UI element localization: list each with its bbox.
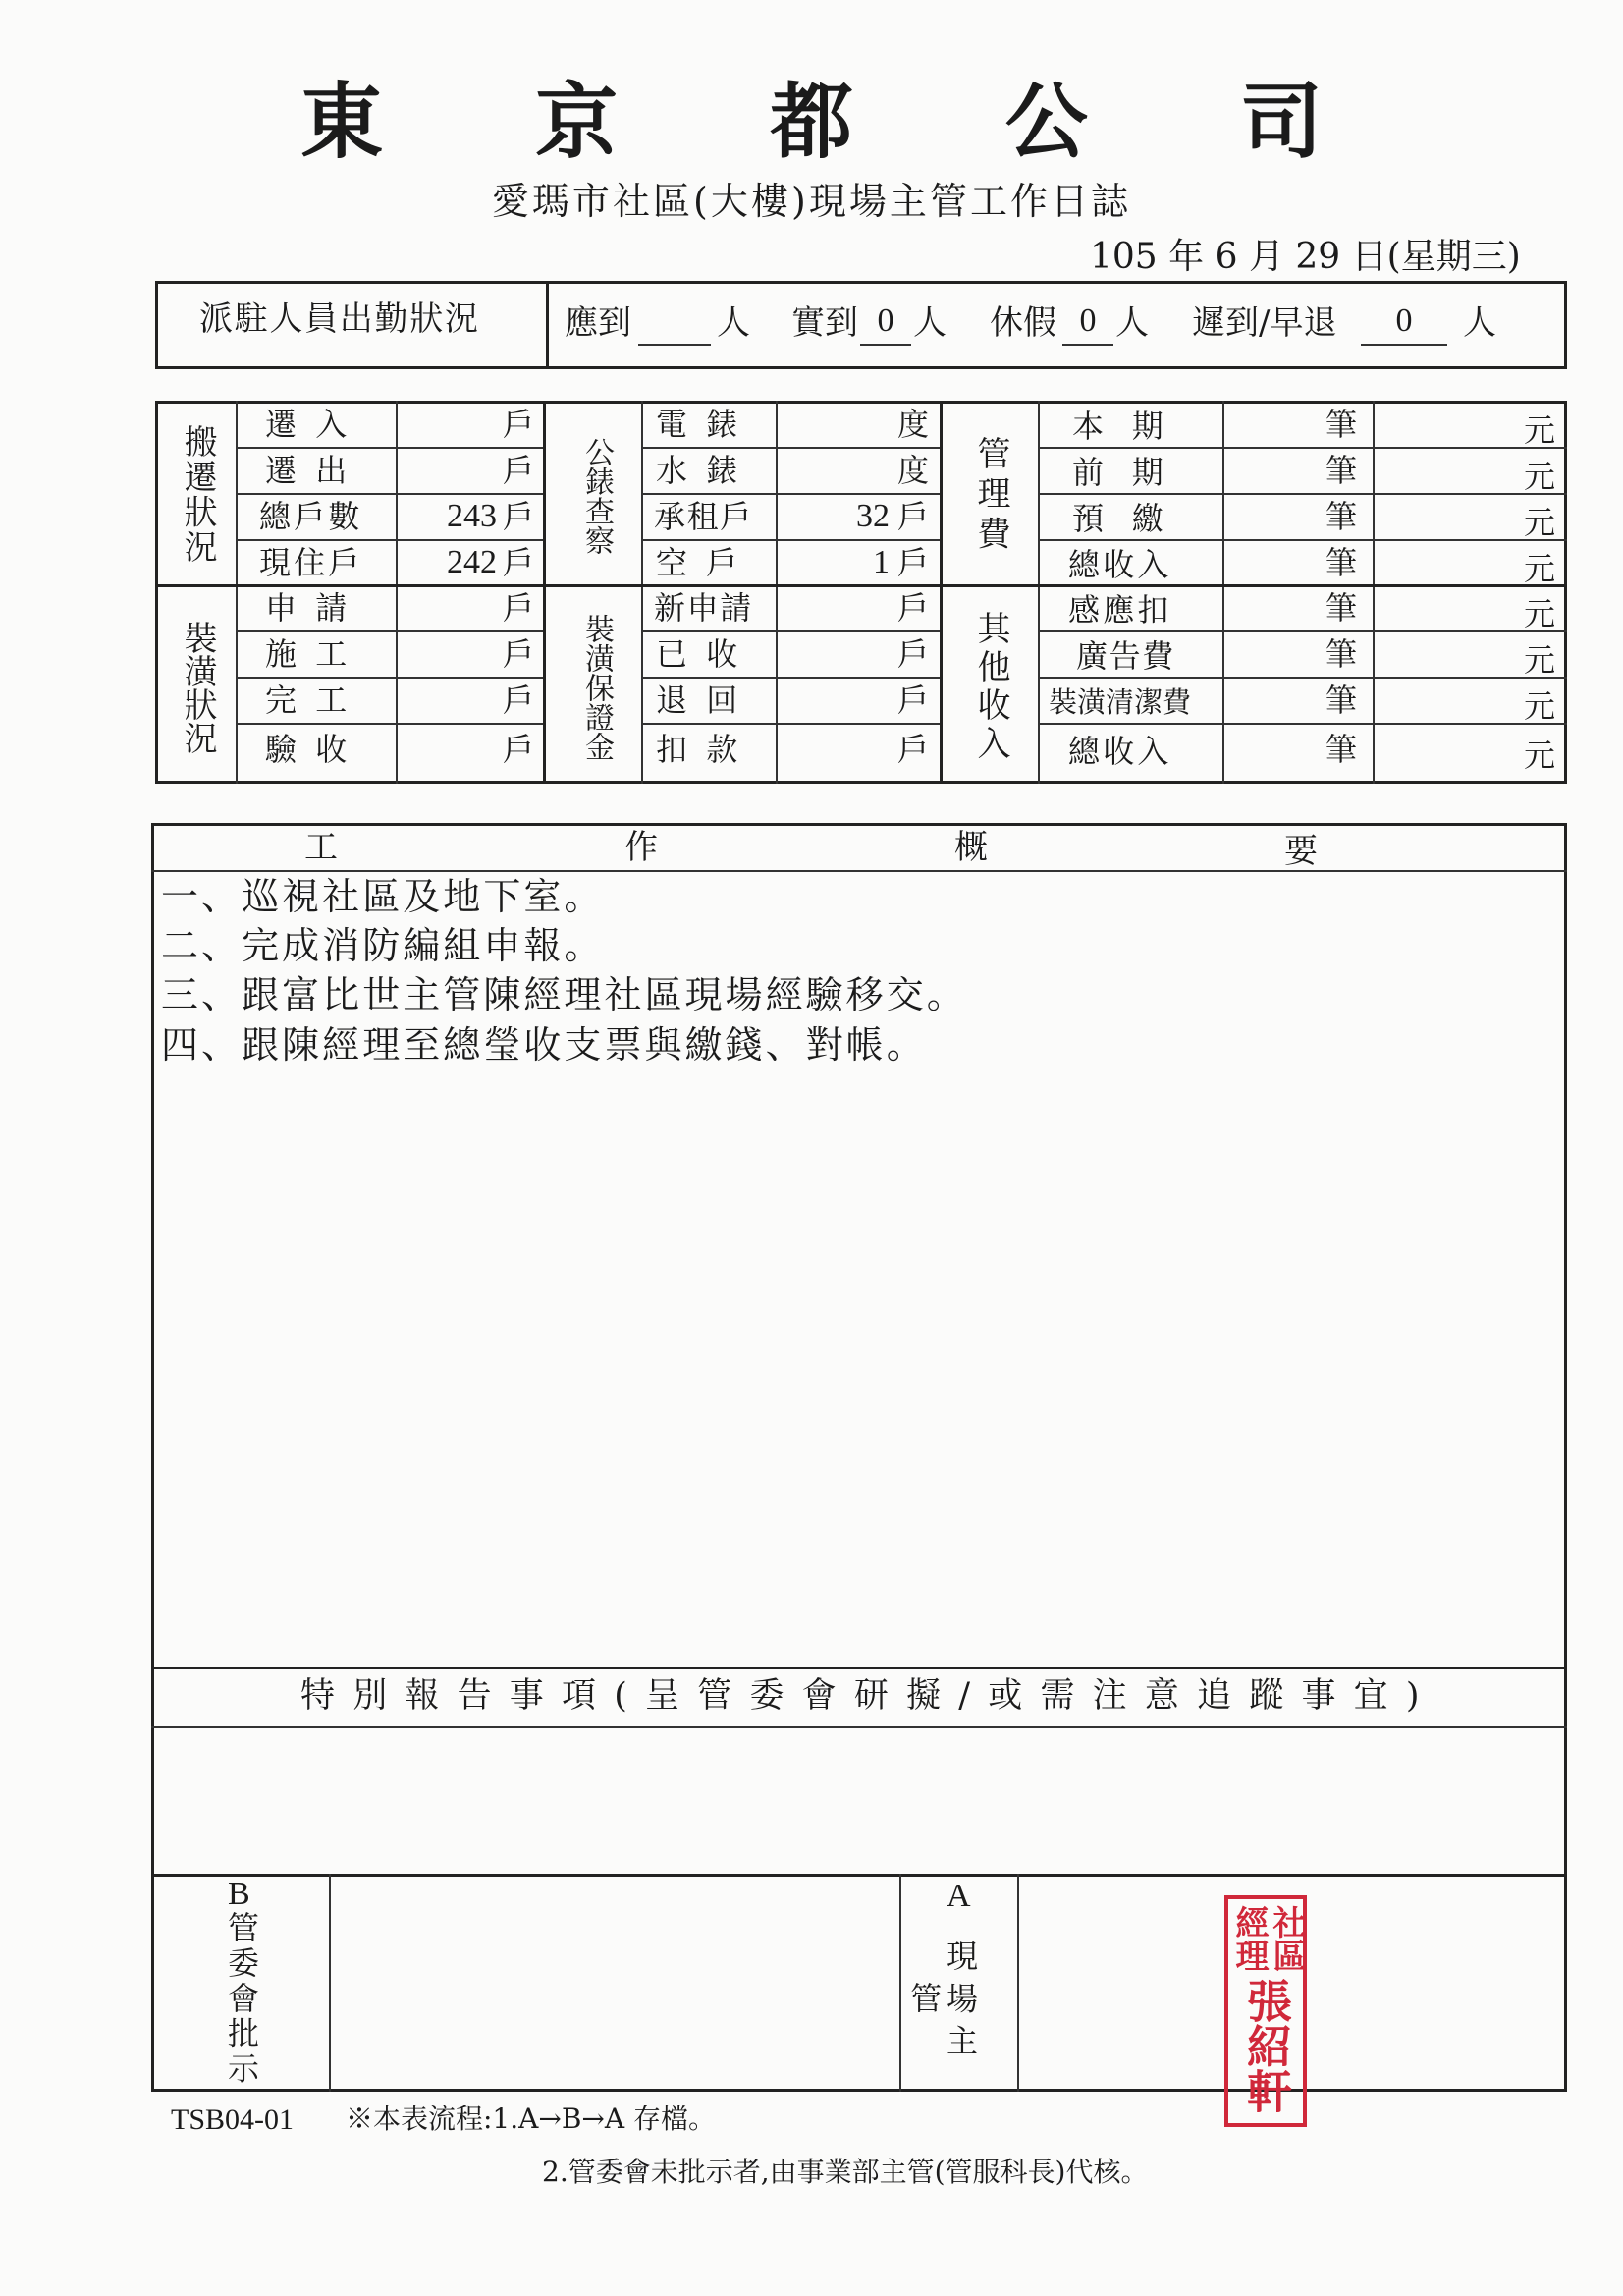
- deposit-unit: 戶: [897, 635, 930, 673]
- work-item: 一、巡視社區及地下室。: [161, 875, 605, 918]
- approval-a-label: 現場主管: [905, 1940, 979, 2067]
- mgmt-fee-amount-unit: 元: [1524, 550, 1556, 587]
- renovation-label: 施工: [265, 635, 366, 673]
- form-subtitle: 愛瑪市社區(大樓)現場主管工作日誌: [491, 180, 1132, 223]
- mgmt-fee-amount-unit: 元: [1524, 458, 1556, 495]
- renovation-unit: 戶: [503, 731, 535, 768]
- other-income-count-unit: 筆: [1325, 635, 1358, 673]
- other-income-amount-unit: 元: [1524, 641, 1556, 679]
- form-date: 105 年 6 月 29 日(星期三): [1090, 237, 1521, 277]
- meter-label: 承租戶: [654, 498, 753, 535]
- special-report-area[interactable]: [154, 1729, 1564, 1871]
- deposit-label: 已收: [656, 635, 757, 673]
- section-renovation: 裝潢狀況: [178, 621, 217, 754]
- work-summary-header: 概: [954, 828, 988, 867]
- late-value[interactable]: 0: [1395, 302, 1413, 339]
- renovation-label: 申請: [265, 589, 366, 627]
- mgmt-fee-label: 本期: [1072, 408, 1192, 445]
- deposit-unit: 戶: [897, 682, 930, 719]
- actual-value[interactable]: 0: [877, 302, 894, 339]
- renovation-unit: 戶: [503, 589, 535, 627]
- moving-unit: 戶: [503, 452, 535, 489]
- section-mgmt-fee: 管理費: [971, 435, 1010, 557]
- mgmt-fee-count-unit: 筆: [1325, 498, 1358, 535]
- moving-unit: 戶: [503, 406, 535, 443]
- moving-label: 總戶數: [259, 498, 363, 535]
- renovation-label: 驗收: [265, 731, 366, 768]
- seal-text: 經理: [1229, 1905, 1269, 1972]
- leave-value[interactable]: 0: [1079, 302, 1097, 339]
- company-title: 東 京 都 公 司: [300, 73, 1384, 170]
- work-item: 四、跟陳經理至總瑩收支票與繳錢、對帳。: [161, 1023, 927, 1066]
- approval-b-area[interactable]: [332, 1877, 897, 2089]
- footer-note: 2.管委會未批示者,由事業部主管(管服科長)代核。: [542, 2156, 1149, 2188]
- work-summary-header: 要: [1284, 832, 1318, 871]
- other-income-count-unit: 筆: [1325, 682, 1358, 719]
- approval-b-letter: B: [228, 1876, 250, 1912]
- late-unit: 人: [1463, 303, 1496, 343]
- deposit-label: 退回: [656, 682, 757, 719]
- other-income-label: 總收入: [1068, 733, 1172, 770]
- meter-label: 水錶: [656, 452, 757, 489]
- section-moving: 搬遷狀況: [178, 423, 217, 565]
- moving-label: 遷入: [265, 406, 366, 443]
- meter-unit: 戶: [897, 498, 930, 535]
- meter-label: 電錶: [656, 406, 757, 443]
- approval-b-label: 管委會批示: [223, 1911, 260, 2088]
- meter-value[interactable]: 32: [856, 498, 890, 534]
- renovation-label: 完工: [265, 682, 366, 719]
- moving-unit: 戶: [503, 498, 535, 535]
- other-income-amount-unit: 元: [1524, 737, 1556, 774]
- attendance-label: 派駐人員出勤狀況: [199, 300, 480, 339]
- work-item: 二、完成消防編組申報。: [161, 924, 605, 967]
- work-item: 三、跟富比世主管陳經理社區現場經驗移交。: [161, 973, 967, 1016]
- meter-label: 空戶: [656, 544, 757, 581]
- deposit-label: 新申請: [654, 589, 753, 627]
- meter-value[interactable]: 1: [873, 544, 890, 580]
- form-code: TSB04-01: [171, 2104, 295, 2136]
- work-summary-header: 作: [624, 828, 658, 867]
- actual-label: 實到: [791, 303, 858, 343]
- mgmt-fee-count-unit: 筆: [1325, 544, 1358, 581]
- moving-label: 遷出: [265, 452, 366, 489]
- leave-unit: 人: [1115, 303, 1149, 343]
- special-report-title: 特別報告事項(呈管委會研擬/或需注意追蹤事宜): [300, 1676, 1437, 1716]
- section-deposit: 裝潢保證金: [579, 614, 614, 761]
- mgmt-fee-label: 總收入: [1068, 546, 1172, 583]
- footer-note: ※本表流程:1.A→B→A 存檔。: [346, 2103, 716, 2135]
- mgmt-fee-count-unit: 筆: [1325, 406, 1358, 443]
- section-other-income: 其他收入: [971, 610, 1010, 765]
- other-income-count-unit: 筆: [1325, 731, 1358, 768]
- manager-seal-stamp: [1224, 1895, 1307, 2127]
- late-label: 遲到/早退: [1192, 303, 1337, 343]
- renovation-unit: 戶: [503, 635, 535, 673]
- other-income-label: 裝潢清潔費: [1049, 685, 1192, 719]
- meter-unit: 戶: [897, 544, 930, 581]
- moving-label: 現住戶: [259, 544, 363, 581]
- section-meter: 公錶查察: [579, 437, 614, 555]
- moving-value[interactable]: 243: [447, 498, 497, 534]
- other-income-amount-unit: 元: [1524, 595, 1556, 632]
- meter-unit: 度: [897, 452, 930, 489]
- other-income-label: 廣告費: [1076, 637, 1175, 675]
- expected-unit: 人: [717, 303, 750, 343]
- seal-text: 社區: [1267, 1905, 1306, 1972]
- actual-unit: 人: [913, 303, 947, 343]
- moving-unit: 戶: [503, 544, 535, 581]
- mgmt-fee-amount-unit: 元: [1524, 504, 1556, 541]
- mgmt-fee-label: 前期: [1072, 454, 1192, 491]
- moving-value[interactable]: 242: [447, 544, 497, 580]
- mgmt-fee-label: 預繳: [1072, 500, 1192, 537]
- deposit-label: 扣款: [656, 731, 757, 768]
- leave-label: 休假: [990, 303, 1056, 343]
- mgmt-fee-amount-unit: 元: [1524, 411, 1556, 449]
- other-income-label: 感應扣: [1068, 591, 1172, 629]
- renovation-unit: 戶: [503, 682, 535, 719]
- seal-text: 張紹軒: [1240, 1978, 1293, 2113]
- deposit-unit: 戶: [897, 589, 930, 627]
- other-income-count-unit: 筆: [1325, 589, 1358, 627]
- deposit-unit: 戶: [897, 731, 930, 768]
- work-summary-header: 工: [304, 828, 338, 867]
- mgmt-fee-count-unit: 筆: [1325, 452, 1358, 489]
- other-income-amount-unit: 元: [1524, 687, 1556, 725]
- approval-a-letter: A: [947, 1878, 971, 1914]
- expected-label: 應到: [565, 303, 631, 343]
- meter-unit: 度: [897, 406, 930, 443]
